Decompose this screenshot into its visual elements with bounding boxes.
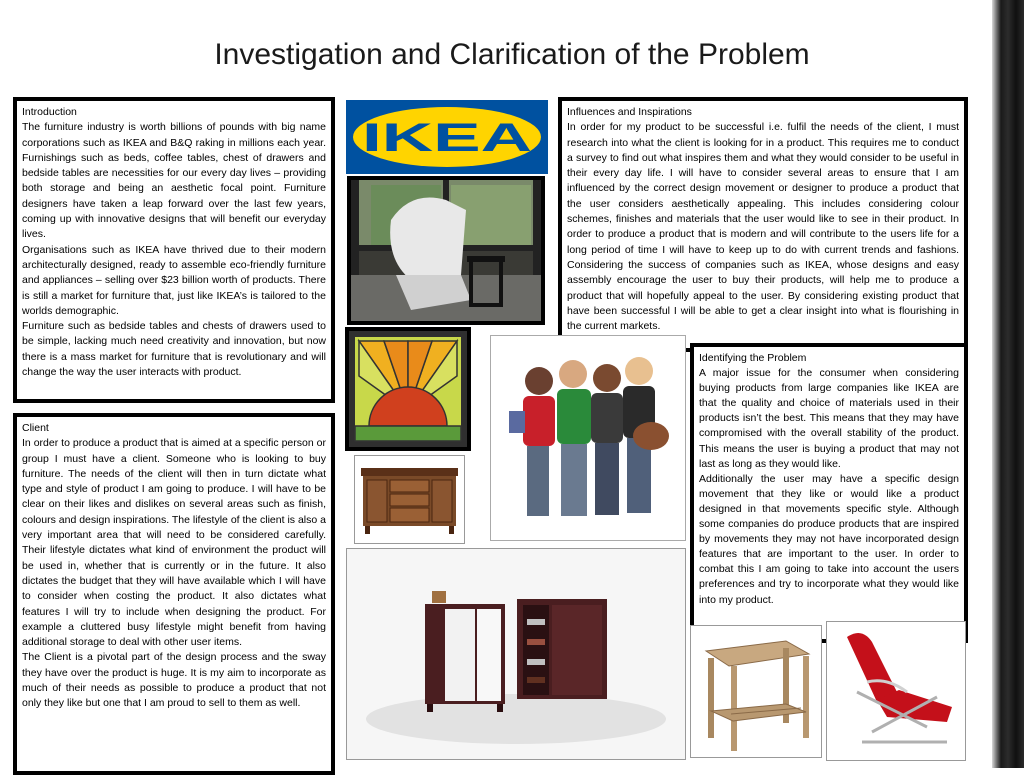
ikea-logo-text: IKEA (362, 116, 532, 160)
wardrobe-photo (346, 548, 686, 760)
stained-glass-image (345, 327, 471, 451)
ikea-logo (346, 100, 548, 174)
client-paragraph: The Client is a pivotal part of the design process and the sway they have over the product is huge. It is my aim to incorporate as much of their needs as possible to produce a product that not only they like but one that I am proud to sell to them as well. (22, 651, 326, 710)
introduction-paragraph: Organisations such as IKEA have thrived due to their modern architecturally designed, ready to assemble eco-friendly furniture and appliances – selling over $23 billion worth of products. There is still a market for furniture that, just like IKEA’s is tailored to the worlds demographic. (22, 243, 326, 317)
ikea-logo-graphic (346, 100, 548, 174)
problem-heading: Identifying the Problem (699, 352, 807, 364)
armchair-photo (347, 176, 545, 325)
side-table-photo (690, 625, 822, 758)
teenagers-photo (490, 335, 686, 541)
binder-edge (992, 0, 1024, 768)
client-box (13, 413, 335, 775)
dresser-photo (354, 455, 465, 544)
introduction-heading: Introduction (22, 106, 77, 118)
introduction-box (13, 97, 335, 403)
problem-paragraph: Additionally the user may have a specific design movement that they like or would like a product designed in that movements specific style. Although some companies do produce products that are inspired by movements they may not have incorporated design features that are important to the user. In order to combat this I am going to take into account the users preferences and try to incorporate what they would like into my product. (699, 472, 959, 606)
introduction-paragraph: Furniture such as bedside tables and chests of drawers used to be simple, lacking much need creativity and innovation, but now there is a mass market for furniture that is revolutionary and will change the way the user interacts with product. (22, 320, 326, 379)
problem-paragraph: A major issue for the consumer when considering buying products from large companies like IKEA are that the quality and choice of materials used in their products isn’t the best. This means that they may have compromised with the overall stability of the product. This means the user is buying a product that may not last as long as they would like. (699, 367, 959, 470)
red-chair-photo (826, 621, 966, 761)
influences-heading: Influences and Inspirations (567, 106, 692, 118)
client-paragraph: In order to produce a product that is aimed at a specific person or group I must have a client. Someone who is looking to buy furniture. The needs of the client will then in turn dictate what type and style of product I am going to produce. I will have to be clear on their likes and dislikes on several areas such as finish, colours and design inspirations. The lifestyle of the client is also a very important area that will need to be considered carefully. Their lifestyle dictates what kind of environment the product will be used in, whether that is currently or in the future. It also dictates the budget that they will have available which I will have to consider when costing the product. It also dictates what features I will try to include when designing the product. For example a cluttered busy lifestyle might benefit from having additional storage to deal with other user items. (22, 437, 326, 649)
influences-paragraph: In order for my product to be successful i.e. fulfil the needs of the client, I must research into what the client is looking for in a product. This requires me to conduct a survey to find out what inspires them and what they would consider to be useful in their every day life. I will have to consider several areas to ensure that I am influenced by the correct design movement or designer to produce a product that the user considers aesthetically appealing. This includes considering colour schemes, finishes and materials that the user would like to see in their product. In order to produce a product that is modern and will contribute to the users life for a long period of time I will have to keep up to do with current trends and fashions. Considering the success of companies such as IKEA, whose designs and easy assembly encourage the user to buy their products, will help me to produce a product that will hopefully appeal to the user. By considering existing product that have been successful I will be able to get a clear insight into what is flourishing in the current markets. (567, 121, 959, 333)
client-heading: Client (22, 422, 49, 434)
introduction-paragraph: The furniture industry is worth billions of pounds with big name corporations such as IKEA and B&Q raking in millions each year. Furnishings such as beds, coffee tables, chest of drawers and bedside tables are necessities for our every day lives – providing both storage and being an aesthetic focal point. Furniture designers have taken a leap forward over the last few years, coming up with innovative designs that will benefit our everyday lives. (22, 121, 326, 241)
influences-box (558, 97, 968, 352)
page-title: Investigation and Clarification of the Problem (214, 38, 810, 71)
problem-box (690, 343, 968, 643)
